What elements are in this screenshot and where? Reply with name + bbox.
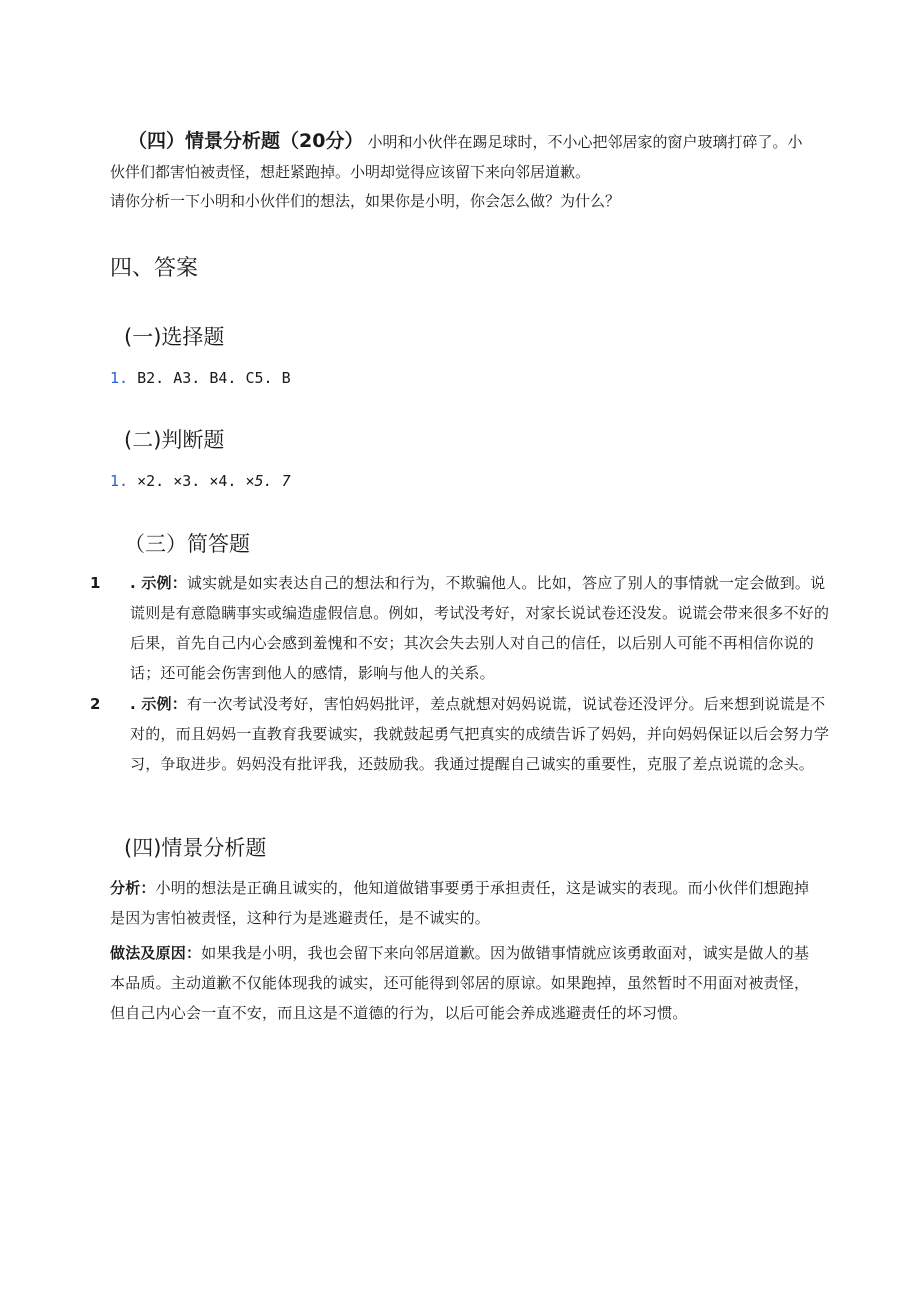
analysis-label: 分析：: [110, 879, 156, 897]
short-answer-text: 诚实就是如实表达自己的想法和行为，不欺骗他人。比如，答应了别人的事情就一定会做到。说谎则是有意隐瞒事实或编造虚假信息。例如，考试没考好，对家长说试卷还没发。说谎会带来很多不好的后果，首先自己内心会感到羞愧和不安；其次会失去别人对自己的信任，以后别人可能不再相信你说的话；还可能会伤害到他人的感情，影响与他人的关系。: [130, 574, 830, 682]
judge-answers-heading: (二)判断题: [124, 428, 225, 452]
short-answer-item: [90, 568, 832, 688]
short-answer-lead: . 示例：: [130, 695, 187, 713]
scenario-analysis: [110, 873, 812, 933]
choice-answers-heading: (一)选择题: [124, 325, 225, 349]
scenario-question: [110, 126, 812, 187]
analysis-text: 小明的想法是正确且诚实的，他知道做错事要勇于承担责任，这是诚实的表现。而小伙伴们想跑掉是因为害怕被责怪，这种行为是逃避责任，是不诚实的。: [110, 879, 810, 927]
short-answer-text: 有一次考试没考好，害怕妈妈批评，差点就想对妈妈说谎，说试卷还没评分。后来想到说谎是不对的，而且妈妈一直教育我要诚实，我就鼓起勇气把真实的成绩告诉了妈妈，并向妈妈保证以后会努力学习，争取进步。妈妈没有批评我，还鼓励我。我通过提醒自己诚实的重要性，克服了差点说谎的念头。: [130, 695, 830, 773]
short-answer-number: 2: [90, 695, 101, 713]
short-answer-number: 1: [90, 574, 101, 592]
action-label: 做法及原因：: [110, 944, 202, 962]
scenario-action: [110, 938, 812, 1028]
choice-answers: [110, 367, 812, 389]
action-text: 如果我是小明，我也会留下来向邻居道歉。因为做错事情就应该勇敢面对，诚实是做人的基本品质。主动道歉不仅能体现我的诚实，还可能得到邻居的原谅。如果跑掉，虽然暂时不用面对被责怪，但自己内心会一直不安，而且这是不道德的行为，以后可能会养成逃避责任的坏习惯。: [110, 944, 810, 1022]
scenario-question-prompt: 请你分析一下小明和小伙伴们的想法，如果你是小明，你会怎么做？为什么？: [110, 192, 621, 210]
choice-answer-list: B2. A3. B4. C5. B: [128, 369, 291, 387]
judge-answers: [110, 470, 812, 492]
scenario-question-title: （四）情景分析题（20分）: [128, 130, 364, 152]
scenario-question-text: 小明和小伙伴在踢足球时，不小心把邻居家的窗户玻璃打碎了。小伙伴们都害怕被责怪，想赶紧跑掉。小明却觉得应该留下来向邻居道歉。: [110, 133, 803, 181]
choice-first-number: 1.: [110, 369, 129, 387]
answers-heading: 四、答案: [110, 256, 199, 281]
judge-answer-list: ×2. ×3. ×4. ×: [128, 472, 255, 490]
judge-first-number: 1.: [110, 472, 129, 490]
scenario-answers-heading: (四)情景分析题: [124, 836, 267, 860]
short-answer-item: [90, 689, 832, 779]
short-answers-heading: （三）简答题: [124, 532, 250, 556]
short-answer-lead: . 示例：: [130, 574, 187, 592]
judge-answer-tail: 5. 7: [254, 472, 291, 490]
